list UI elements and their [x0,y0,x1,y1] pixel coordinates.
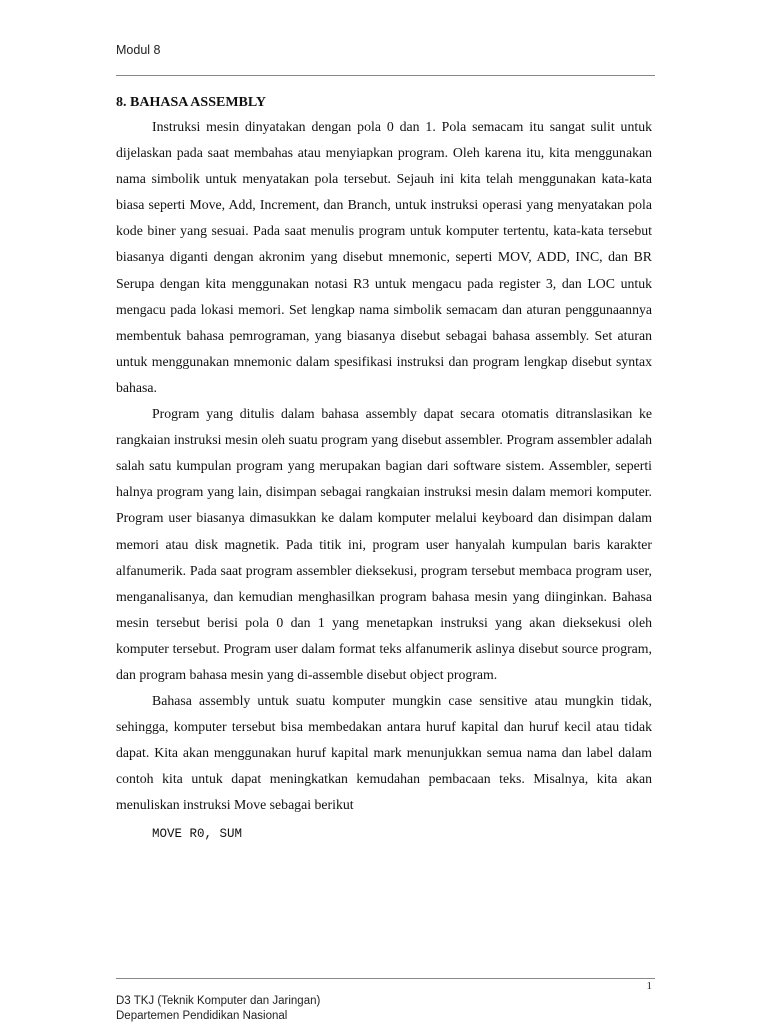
footer-program-name: D3 TKJ (Teknik Komputer dan Jaringan) [116,995,321,1007]
document-body [116,92,652,849]
page-number: 1 [646,980,652,992]
code-example: MOVE R0, SUM [152,826,243,841]
paragraph-2: Program yang ditulis dalam bahasa assembly dapat secara otomatis ditranslasikan ke rangkaian instruksi mesin oleh suatu program yang disebut assembler. Program assembler adalah salah satu kumpulan program yang merupakan bagian dari software sistem. Assembler, seperti halnya program yang lain, disimpan sebagai rangkaian instruksi mesin dalam memori komputer. Program user biasanya dimasukkan ke dalam komputer melalui keyboard dan disimpan dalam memori atau disk magnetik. Pada titik ini, program user hanyalah kumpulan baris karakter alfanumerik. Pada saat program assembler dieksekusi, program tersebut membaca program user, menganalisanya, dan kemudian menghasilkan program bahasa mesin yang diinginkan. Bahasa mesin tersebut berisi pola 0 dan 1 yang menetapkan instruksi yang akan dieksekusi oleh komputer tersebut. Program user dalam format teks alfanumerik aslinya disebut source program, dan program bahasa mesin yang di-assemble disebut object program. [116,406,652,682]
paragraph-3: Bahasa assembly untuk suatu komputer mungkin case sensitive atau mungkin tidak, sehingga, komputer tersebut bisa membedakan antara huruf kapital dan huruf kecil atau tidak dapat. Kita akan menggunakan huruf kapital mark menunjukkan semua nama dan label dalam contoh kita untuk dapat meningkatkan kemudahan pembacaan teks. Misalnya, kita akan menuliskan instruksi Move sebagai berikut [116,693,652,813]
footer-department: Departemen Pendidikan Nasional [116,1010,288,1022]
paragraph-1: Instruksi mesin dinyatakan dengan pola 0 dan 1. Pola semacam itu sangat sulit untuk dijelaskan pada saat membahas atau menyiapkan program. Oleh karena itu, kita menggunakan nama simbolik untuk menyatakan pola tersebut. Sejauh ini kita telah menggunakan kata-kata biasa seperti Move, Add, Increment, dan Branch, untuk instruksi operasi yang menyatakan pola kode biner yang sesuai. Pada saat menulis program untuk komputer tertentu, kata-kata tersebut biasanya diganti dengan akronim yang disebut mnemonic, seperti MOV, ADD, INC, dan BR Serupa dengan kita menggunakan notasi R3 untuk mengacu pada register 3, dan LOC untuk mengacu pada lokasi memori. Set lengkap nama simbolik semacam dan aturan penggunaannya membentuk bahasa pemrograman, yang biasanya disebut sebagai bahasa assembly. Set aturan untuk menggunakan mnemonic dalam spesifikasi instruksi dan program lengkap disebut syntax bahasa. [116,119,652,395]
footer [116,994,320,1024]
section-heading: 8. BAHASA ASSEMBLY [116,95,267,110]
module-label: Modul 8 [116,43,161,57]
header-divider [116,75,655,76]
footer-divider [116,978,655,979]
